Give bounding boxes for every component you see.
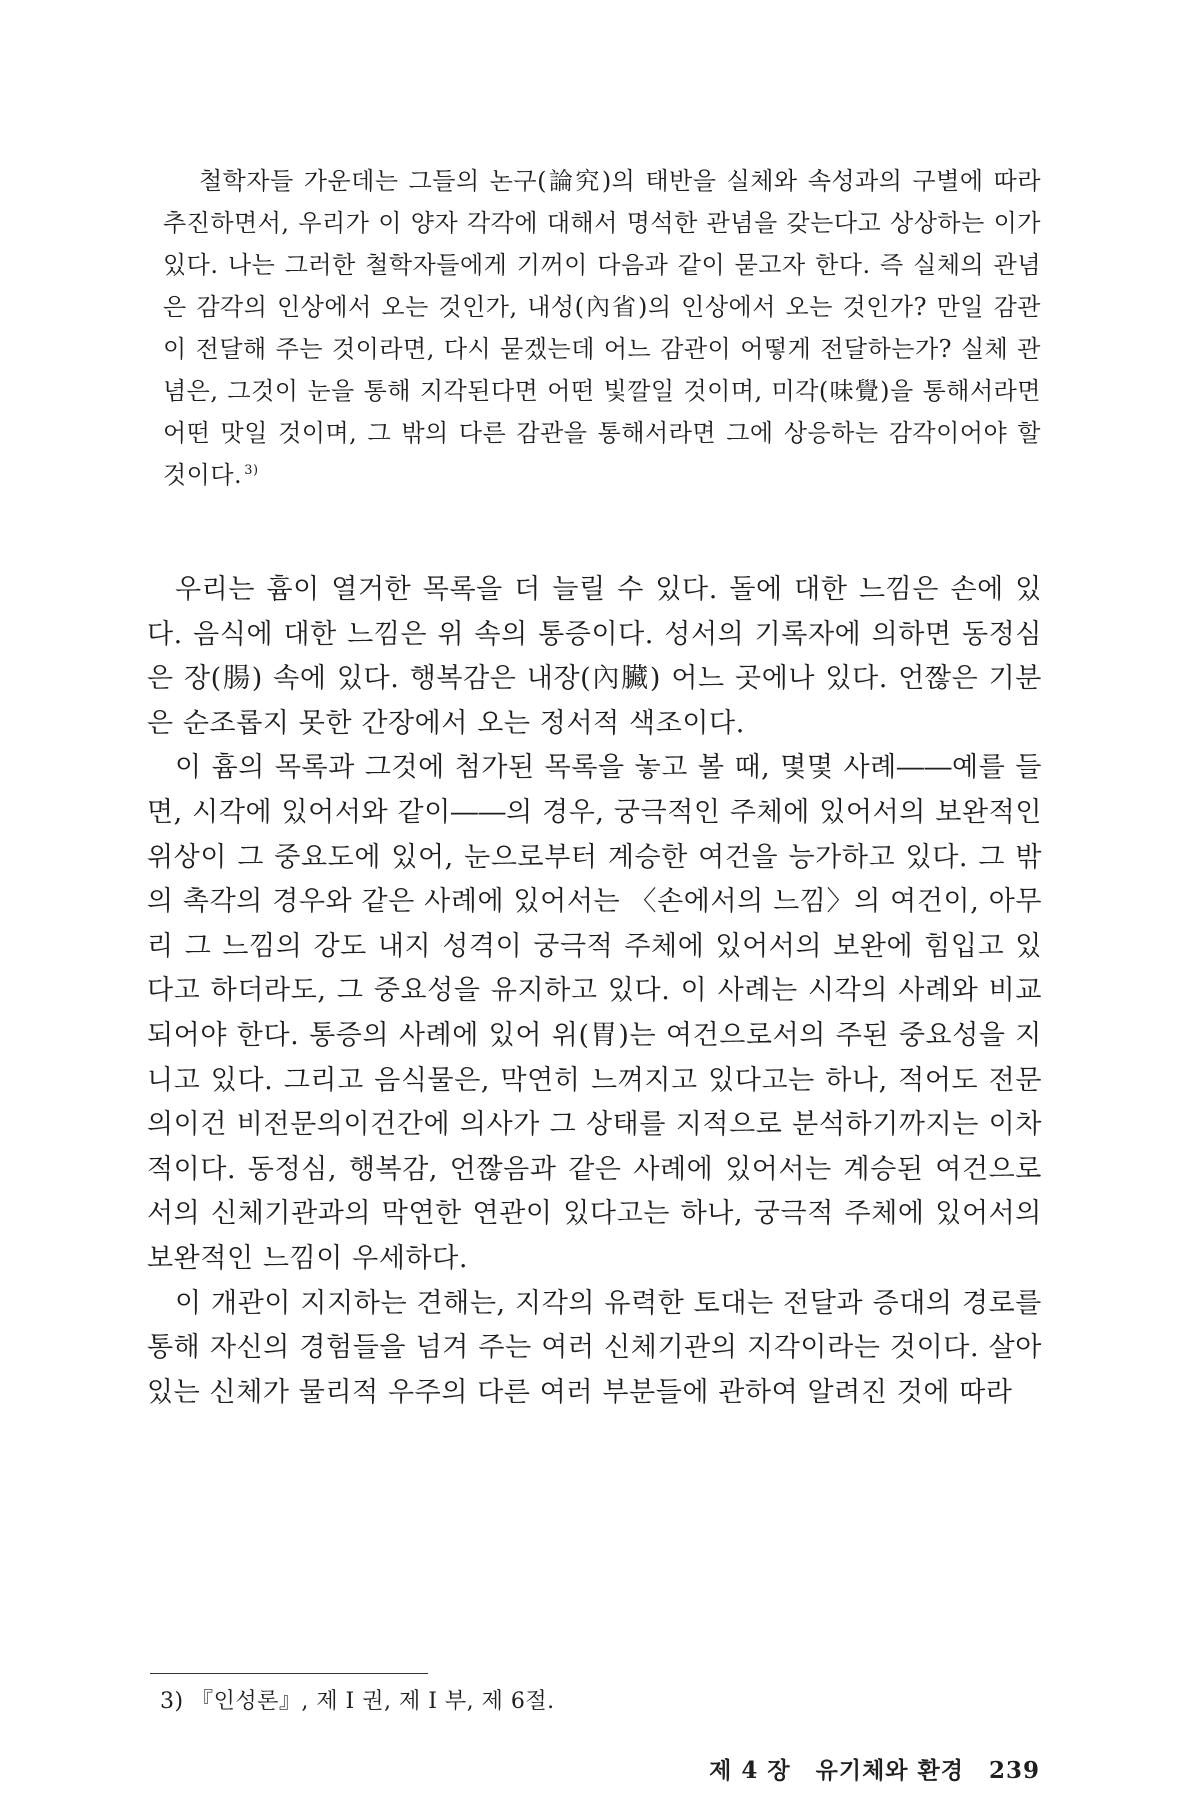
running-footer [709, 1756, 1040, 1786]
footnote-reference[interactable]: 3) [244, 463, 259, 478]
body-paragraph-1: 우리는 흄이 열거한 목록을 더 늘릴 수 있다. 돌에 대한 느낌은 손에 있다. 음식에 대한 느낌은 위 속의 통증이다. 성서의 기록자에 의하면 동정심은 장(腸) 속에 있다. 행복감은 내장(內臟) 어느 곳에나 있다. 언짢은 기분은 순조롭지 못한 간장에서 오는 정서적 색조이다. [147, 574, 1042, 739]
page-number: 239 [988, 1757, 1040, 1784]
block-quote [163, 160, 1041, 496]
footer-chapter: 제 4 장 [709, 1757, 791, 1784]
body-paragraph-3: 이 개관이 지지하는 견해는, 지각의 유력한 토대는 전달과 증대의 경로를 통해 자신의 경험들을 넘겨 주는 여러 신체기관의 지각이라는 것이다. 살아 있는 신체가 물리적 우주의 다른 여러 부분들에 관하여 알려진 것에 따라 [147, 1287, 1042, 1408]
body-paragraph-2: 이 흄의 목록과 그것에 첨가된 목록을 놓고 볼 때, 몇몇 사례――예를 들면, 시각에 있어서와 같이――의 경우, 궁극적인 주체에 있어서의 보완적인 위상이 그 중요도에 있어, 눈으로부터 계승한 여건을 능가하고 있다. 그 밖의 촉각의 경우와 같은 사례에 있어서는 〈손에서의 느낌〉의 여건이, 아무리 그 느낌의 강도 내지 성격이 궁극적 주체에 있어서의 보완에 힘입고 있다고 하더라도, 그 중요성을 유지하고 있다. 이 사례는 시각의 사례와 비교되어야 한다. 통증의 사례에 있어 위(胃)는 여건으로서의 주된 중요성을 지니고 있다. 그리고 음식물은, 막연히 느껴지고 있다고는 하나, 적어도 전문의이건 비전문의이건간에 의사가 그 상태를 지적으로 분석하기까지는 이차적이다. 동정심, 행복감, 언짢음과 같은 사례에 있어서는 계승된 여건으로서의 신체기관과의 막연한 연관이 있다고는 하나, 궁극적 주체에 있어서의 보완적인 느낌이 우세하다. [147, 752, 1042, 1274]
quote-paragraph [163, 160, 1041, 496]
quote-text: 철학자들 가운데는 그들의 논구(論究)의 태반을 실체와 속성과의 구별에 따라 추진하면서, 우리가 이 양자 각각에 대해서 명석한 관념을 갖는다고 상상하는 이가 있다. 나는 그러한 철학자들에게 기꺼이 다음과 같이 묻고자 한다. 즉 실체의 관념은 감각의 인상에서 오는 것인가, 내성(內省)의 인상에서 오는 것인가? 만일 감관이 전달해 주는 것이라면, 다시 묻겠는데 어느 감관이 어떻게 전달하는가? 실체 관념은, 그것이 눈을 통해 지각된다면 어떤 빛깔일 것이며, 미각(味覺)을 통해서라면 어떤 맛일 것이며, 그 밖의 다른 감관을 통해서라면 그에 상응하는 감각이어야 할 것이다. [163, 167, 1041, 489]
body-text [147, 568, 1042, 1415]
footnote: 3) 『인성론』, 제 I 권, 제 I 부, 제 6절. [160, 1689, 555, 1714]
footnote-divider [150, 1673, 428, 1674]
footer-title: 유기체와 환경 [815, 1757, 964, 1784]
